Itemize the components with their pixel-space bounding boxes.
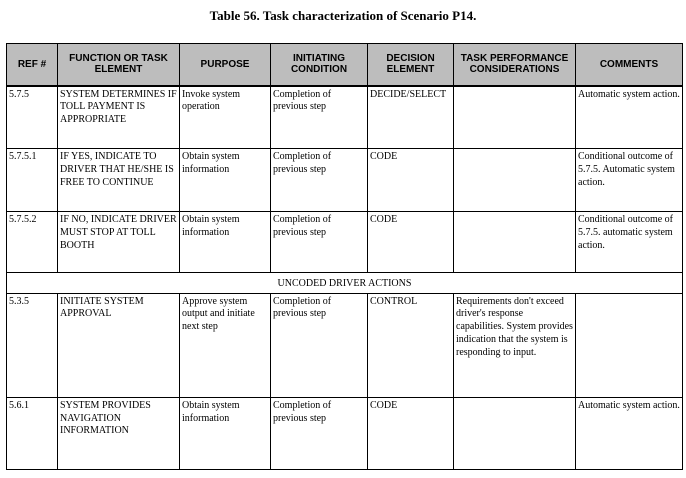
header-row bbox=[7, 44, 683, 86]
cell-ref: 5.7.5 bbox=[7, 86, 58, 149]
cell-considerations bbox=[454, 86, 576, 149]
cell-purpose: Obtain system information bbox=[180, 212, 271, 273]
header-function: FUNCTION OR TASK ELEMENT bbox=[58, 44, 180, 86]
cell-decision: CODE bbox=[368, 149, 454, 212]
cell-initiating: Completion of previous step bbox=[271, 86, 368, 149]
table-title: Table 56. Task characterization of Scenario P14. bbox=[209, 8, 477, 23]
cell-initiating: Completion of previous step bbox=[271, 293, 368, 397]
table-row bbox=[7, 149, 683, 212]
header-task-performance: TASK PERFORMANCE CONSIDERATIONS bbox=[454, 44, 576, 86]
cell-function: IF YES, INDICATE TO DRIVER THAT HE/SHE IS FREE TO CONTINUE bbox=[58, 149, 180, 212]
cell-ref: 5.3.5 bbox=[7, 293, 58, 397]
header-ref: REF # bbox=[7, 44, 58, 86]
cell-initiating: Completion of previous step bbox=[271, 149, 368, 212]
table-row bbox=[7, 212, 683, 273]
cell-purpose: Invoke system operation bbox=[180, 86, 271, 149]
cell-purpose: Obtain system information bbox=[180, 397, 271, 469]
cell-decision: CODE bbox=[368, 212, 454, 273]
table-row bbox=[7, 293, 683, 397]
table-row bbox=[7, 86, 683, 149]
cell-decision: DECIDE/SELECT bbox=[368, 86, 454, 149]
cell-decision: CODE bbox=[368, 397, 454, 469]
task-characterization-table bbox=[6, 43, 683, 470]
cell-ref: 5.7.5.2 bbox=[7, 212, 58, 273]
cell-function: SYSTEM DETERMINES IF TOLL PAYMENT IS APPROPRIATE bbox=[58, 86, 180, 149]
cell-comments: Automatic system action. bbox=[576, 397, 683, 469]
table-row bbox=[7, 397, 683, 469]
cell-considerations bbox=[454, 149, 576, 212]
cell-purpose: Approve system output and initiate next step bbox=[180, 293, 271, 397]
cell-considerations: Requirements don't exceed driver's response capabilities. System provides indication that the system is responding to input. bbox=[454, 293, 576, 397]
cell-comments: Automatic system action. bbox=[576, 86, 683, 149]
cell-ref: 5.7.5.1 bbox=[7, 149, 58, 212]
cell-function: SYSTEM PROVIDES NAVIGATION INFORMATION bbox=[58, 397, 180, 469]
cell-decision: CONTROL bbox=[368, 293, 454, 397]
header-purpose: PURPOSE bbox=[180, 44, 271, 86]
header-comments: COMMENTS bbox=[576, 44, 683, 86]
cell-ref: 5.6.1 bbox=[7, 397, 58, 469]
header-initiating-condition: INITIATING CONDITION bbox=[271, 44, 368, 86]
cell-initiating: Completion of previous step bbox=[271, 397, 368, 469]
cell-considerations bbox=[454, 212, 576, 273]
cell-comments bbox=[576, 293, 683, 397]
cell-considerations bbox=[454, 397, 576, 469]
cell-comments: Conditional outcome of 5.7.5. Automatic system action. bbox=[576, 149, 683, 212]
cell-comments: Conditional outcome of 5.7.5. automatic system action. bbox=[576, 212, 683, 273]
cell-purpose: Obtain system information bbox=[180, 149, 271, 212]
header-decision-element: DECISION ELEMENT bbox=[368, 44, 454, 86]
section-label: UNCODED DRIVER ACTIONS bbox=[7, 273, 683, 293]
section-row bbox=[7, 273, 683, 293]
cell-initiating: Completion of previous step bbox=[271, 212, 368, 273]
cell-function: IF NO, INDICATE DRIVER MUST STOP AT TOLL BOOTH bbox=[58, 212, 180, 273]
cell-function: INITIATE SYSTEM APPROVAL bbox=[58, 293, 180, 397]
